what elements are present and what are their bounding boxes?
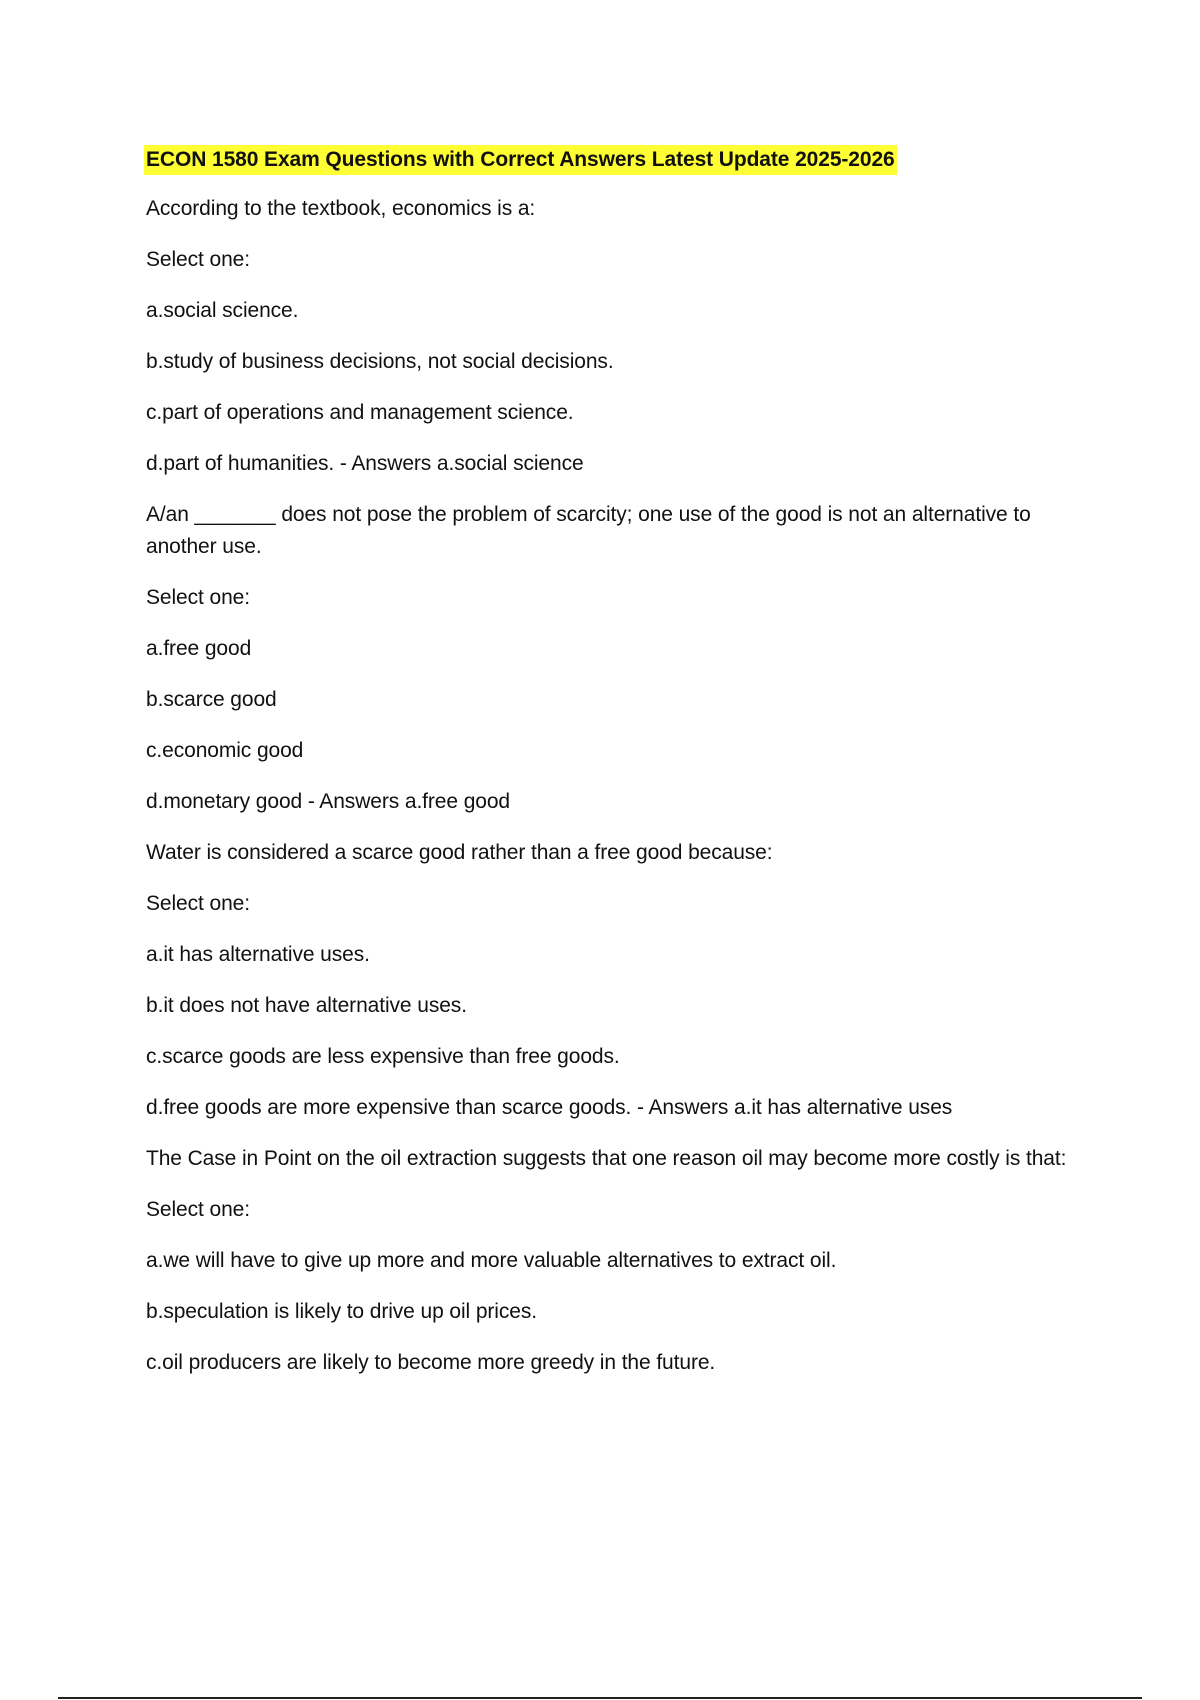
question-3-option-c: c.scarce goods are less expensive than free goods. [146,1045,620,1068]
page-bottom-divider [58,1697,1142,1699]
question-1-option-b: b.study of business decisions, not social decisions. [146,350,614,373]
question-3-prompt: Water is considered a scarce good rather than a free good because: [146,841,773,864]
question-1-option-a: a.social science. [146,299,299,322]
question-4-option-c: c.oil producers are likely to become more greedy in the future. [146,1351,716,1374]
question-3-option-b: b.it does not have alternative uses. [146,994,467,1017]
question-1-prompt: According to the textbook, economics is a: [146,197,536,220]
question-3-select-one: Select one: [146,892,250,915]
question-3-option-d-answer: d.free goods are more expensive than scarce goods. - Answers a.it has alternative uses [146,1096,953,1119]
question-1-select-one: Select one: [146,248,250,271]
question-2-option-c: c.economic good [146,739,304,762]
question-4-prompt: The Case in Point on the oil extraction suggests that one reason oil may become more costly is that: [146,1147,1067,1170]
question-4-select-one: Select one: [146,1198,250,1221]
question-1-option-d-answer: d.part of humanities. - Answers a.social science [146,452,584,475]
question-4-option-a: a.we will have to give up more and more valuable alternatives to extract oil. [146,1249,837,1272]
document-body [146,145,1086,1398]
question-2-select-one: Select one: [146,586,250,609]
question-2-prompt: A/an _______ does not pose the problem of scarcity; one use of the good is not an alternative to another use. [146,503,1031,558]
document-title: ECON 1580 Exam Questions with Correct Answers Latest Update 2025-2026 [144,145,897,175]
question-2-option-b: b.scarce good [146,688,277,711]
question-3-option-a: a.it has alternative uses. [146,943,370,966]
question-2-option-a: a.free good [146,637,252,660]
question-2-option-d-answer: d.monetary good - Answers a.free good [146,790,511,813]
question-4-option-b: b.speculation is likely to drive up oil prices. [146,1300,537,1323]
question-1-option-c: c.part of operations and management science. [146,401,574,424]
